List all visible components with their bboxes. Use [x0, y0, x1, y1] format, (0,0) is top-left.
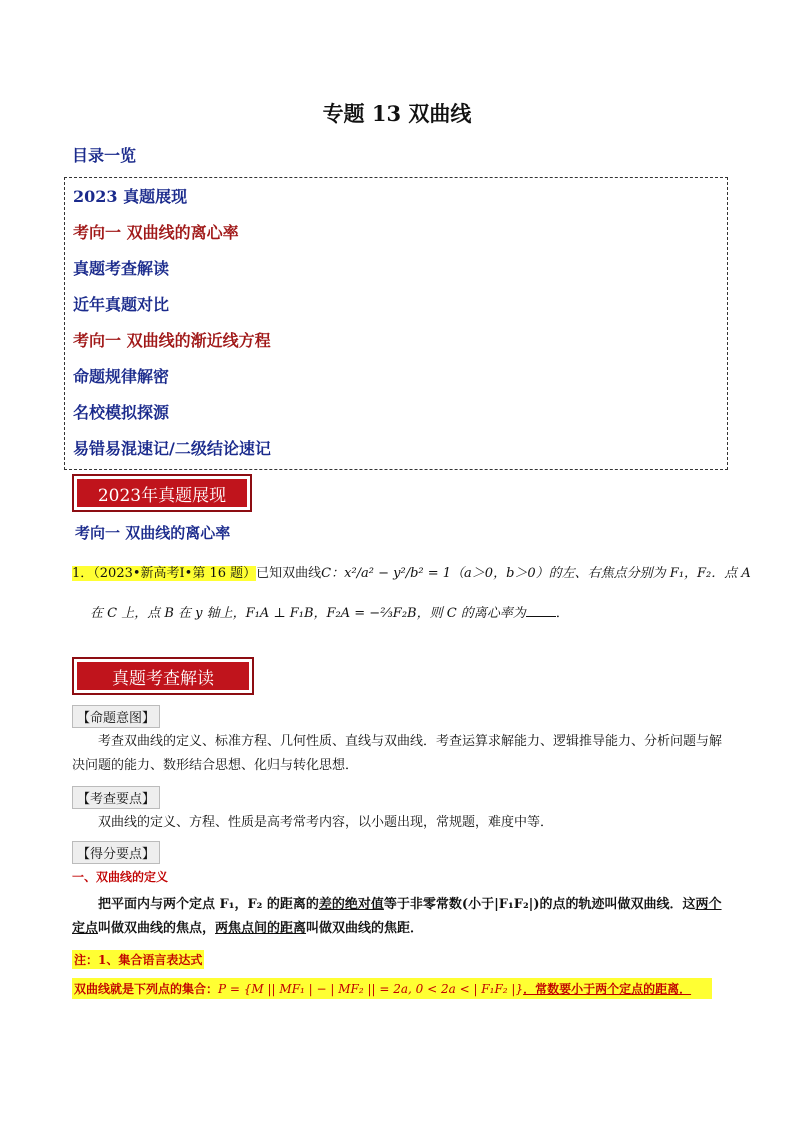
def-text-b: 差的绝对值	[318, 897, 384, 912]
set-formula: P = {M || MF₁ | − | MF₂ || = 2a, 0 < 2a < | F₁F₂ |}	[218, 982, 524, 996]
keypoints-text: 双曲线的定义、方程、性质是高考常考内容，以小题出现，常规题，难度中等．	[98, 815, 554, 830]
definition-heading: 一、双曲线的定义	[72, 870, 169, 884]
toc-item-2[interactable]: 考向一 双曲线的离心率	[73, 223, 239, 242]
def-text-c: 等于非零常数(小于|F₁F₂|)的点的轨迹叫做双曲线．这	[383, 897, 696, 912]
question-1-line-2	[90, 602, 569, 621]
set-text-b: ．常数要小于两个定点的距离．	[523, 982, 692, 996]
def-text-d: 两个定点	[72, 897, 722, 936]
toc-item-8[interactable]: 易错易混速记/二级结论速记	[73, 439, 271, 458]
question-equation: C：x²/a² − y²/b² = 1（a＞0，b＞0）的左、右焦点分别为 F₁，F₂．点 A	[321, 566, 751, 581]
set-text-a: 双曲线就是下列点的集合：	[74, 982, 219, 996]
def-text-g: 叫做双曲线的焦距．	[306, 921, 424, 936]
section-banner-interpretation: 真题考查解读	[72, 657, 254, 695]
toc-item-4[interactable]: 近年真题对比	[73, 295, 170, 314]
keypoints-label: 【考查要点】	[72, 786, 160, 809]
page-title: 专题 13 双曲线	[322, 101, 472, 126]
set-expression-line	[72, 978, 712, 999]
toc-box	[64, 177, 728, 470]
toc-item-1[interactable]: 2023 真题展现	[73, 187, 188, 206]
question-number: 1．	[72, 566, 94, 581]
def-text-f: 两焦点间的距离	[215, 921, 307, 936]
toc-item-7[interactable]: 名校模拟探源	[73, 403, 170, 422]
section-banner-2023: 2023年真题展现	[72, 474, 252, 512]
toc-heading: 目录一览	[72, 146, 137, 165]
question-source: （2023•新高考Ⅰ•第 16 题）	[93, 566, 257, 581]
toc-item-6[interactable]: 命题规律解密	[73, 367, 170, 386]
intent-text: 考查双曲线的定义、标准方程、几何性质、直线与双曲线．考查运算求解能力、逻辑推导能力、分析问题与解决问题的能力、数形结合思想、化归与转化思想．	[72, 734, 723, 773]
def-text-e: 叫做双曲线的焦点，	[98, 921, 216, 936]
toc-item-5[interactable]: 考向一 双曲线的渐近线方程	[73, 331, 271, 350]
definition-paragraph	[72, 893, 722, 941]
question-text-b: 在 C 上，点 B 在 y 轴上，F₁A ⊥ F₁B，F₂A = −⅔F₂B，则 C 的离心率为	[90, 606, 526, 621]
def-text-a: 把平面内与两个定点 F₁，F₂ 的距离的	[98, 897, 319, 912]
answer-blank[interactable]	[526, 616, 556, 617]
note-label: 注：1、集合语言表达式	[72, 950, 204, 969]
intent-label: 【命题意图】	[72, 705, 160, 728]
scoring-label: 【得分要点】	[72, 841, 160, 864]
question-end: ．	[555, 606, 569, 621]
question-1-line-1	[72, 562, 751, 581]
subheading-eccentricity: 考向一 双曲线的离心率	[75, 524, 231, 542]
toc-item-3[interactable]: 真题考查解读	[73, 259, 170, 278]
question-text-a: 已知双曲线	[256, 566, 322, 581]
